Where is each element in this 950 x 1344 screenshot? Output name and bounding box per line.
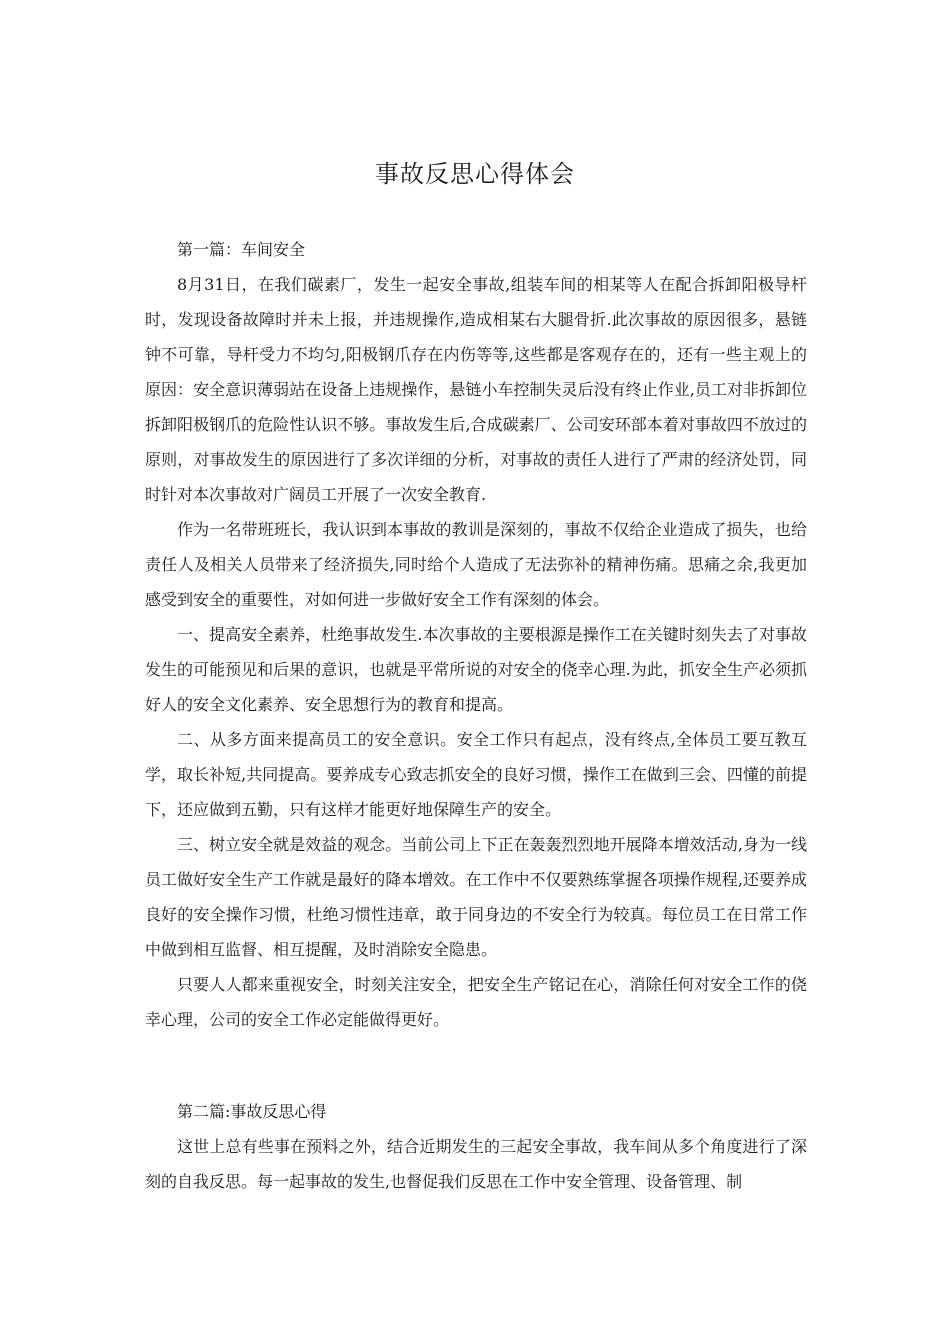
paragraph: 一、提高安全素养，杜绝事故发生.本次事故的主要根源是操作工在关键时刻失去了对事故发生的可能预见和后果的意识，也就是平常所说的对安全的侥幸心理.为此，抓安全生产必须抓好人的安全文化素养、安全思想行为的教育和提高。 — [145, 625, 807, 714]
paragraph: 只要人人都来重视安全，时刻关注安全，把安全生产铭记在心，消除任何对安全工作的侥幸心理，公司的安全工作必定能做得更好。 — [145, 975, 807, 1029]
paragraph: 8月31日，在我们碳素厂，发生一起安全事故,组装车间的相某等人在配合拆卸阳极导杆时，发现设备故障时并未上报，并违规操作,造成相某右大腿骨折.此次事故的原因很多，悬链钟不可靠，导杆受力不均匀,阳极钢爪存在内伤等等,这些都是客观存在的，还有一些主观上的原因：安全意识薄弱站在设备上违规操作，悬链小车控制失灵后没有终止作业,员工对非拆卸位拆卸阳极钢爪的危险性认识不够。事故发生后,合成碳素厂、公司安环部本着对事故四不放过的原则，对事故发生的原因进行了多次详细的分析，对事故的责任人进行了严肃的经济处罚，同时针对本次事故对广阔员工开展了一次安全教育. — [145, 275, 807, 504]
section-2-paragraphs — [145, 1129, 807, 1199]
section-1-heading: 第一篇：车间安全 — [177, 240, 306, 259]
paragraph: 三、树立安全就是效益的观念。当前公司上下正在轰轰烈烈地开展降本增效活动,身为一线员工做好安全生产工作就是最好的降本增效。在工作中不仅要熟练掌握各项操作规程,还要养成良好的安全操作习惯，杜绝习惯性违章，敢于同身边的不安全行为较真。每位员工在日常工作中做到相互监督、相互提醒，及时消除安全隐患。 — [145, 835, 807, 959]
paragraph: 二、从多方面来提高员工的安全意识。安全工作只有起点，没有终点,全体员工要互教互学，取长补短,共同提高。要养成专心致志抓安全的良好习惯，操作工在做到三会、四懂的前提下，还应做到五勤，只有这样才能更好地保障生产的安全。 — [145, 730, 807, 819]
paragraph: 这世上总有些事在预料之外，结合近期发生的三起安全事故，我车间从多个角度进行了深刻的自我反思。每一起事故的发生,也督促我们反思在工作中安全管理、设备管理、制 — [145, 1137, 807, 1191]
paragraph: 作为一名带班班长，我认识到本事故的教训是深刻的，事故不仅给企业造成了损失，也给责任人及相关人员带来了经济损失,同时给个人造成了无法弥补的精神伤痛。思痛之余,我更加感受到安全的重要性，对如何进一步做好安全工作有深刻的体会。 — [145, 520, 807, 609]
document-title: 事故反思心得体会 — [375, 160, 575, 188]
section-1-paragraphs — [145, 267, 807, 1037]
section-2-heading: 第二篇:事故反思心得 — [177, 1102, 327, 1121]
